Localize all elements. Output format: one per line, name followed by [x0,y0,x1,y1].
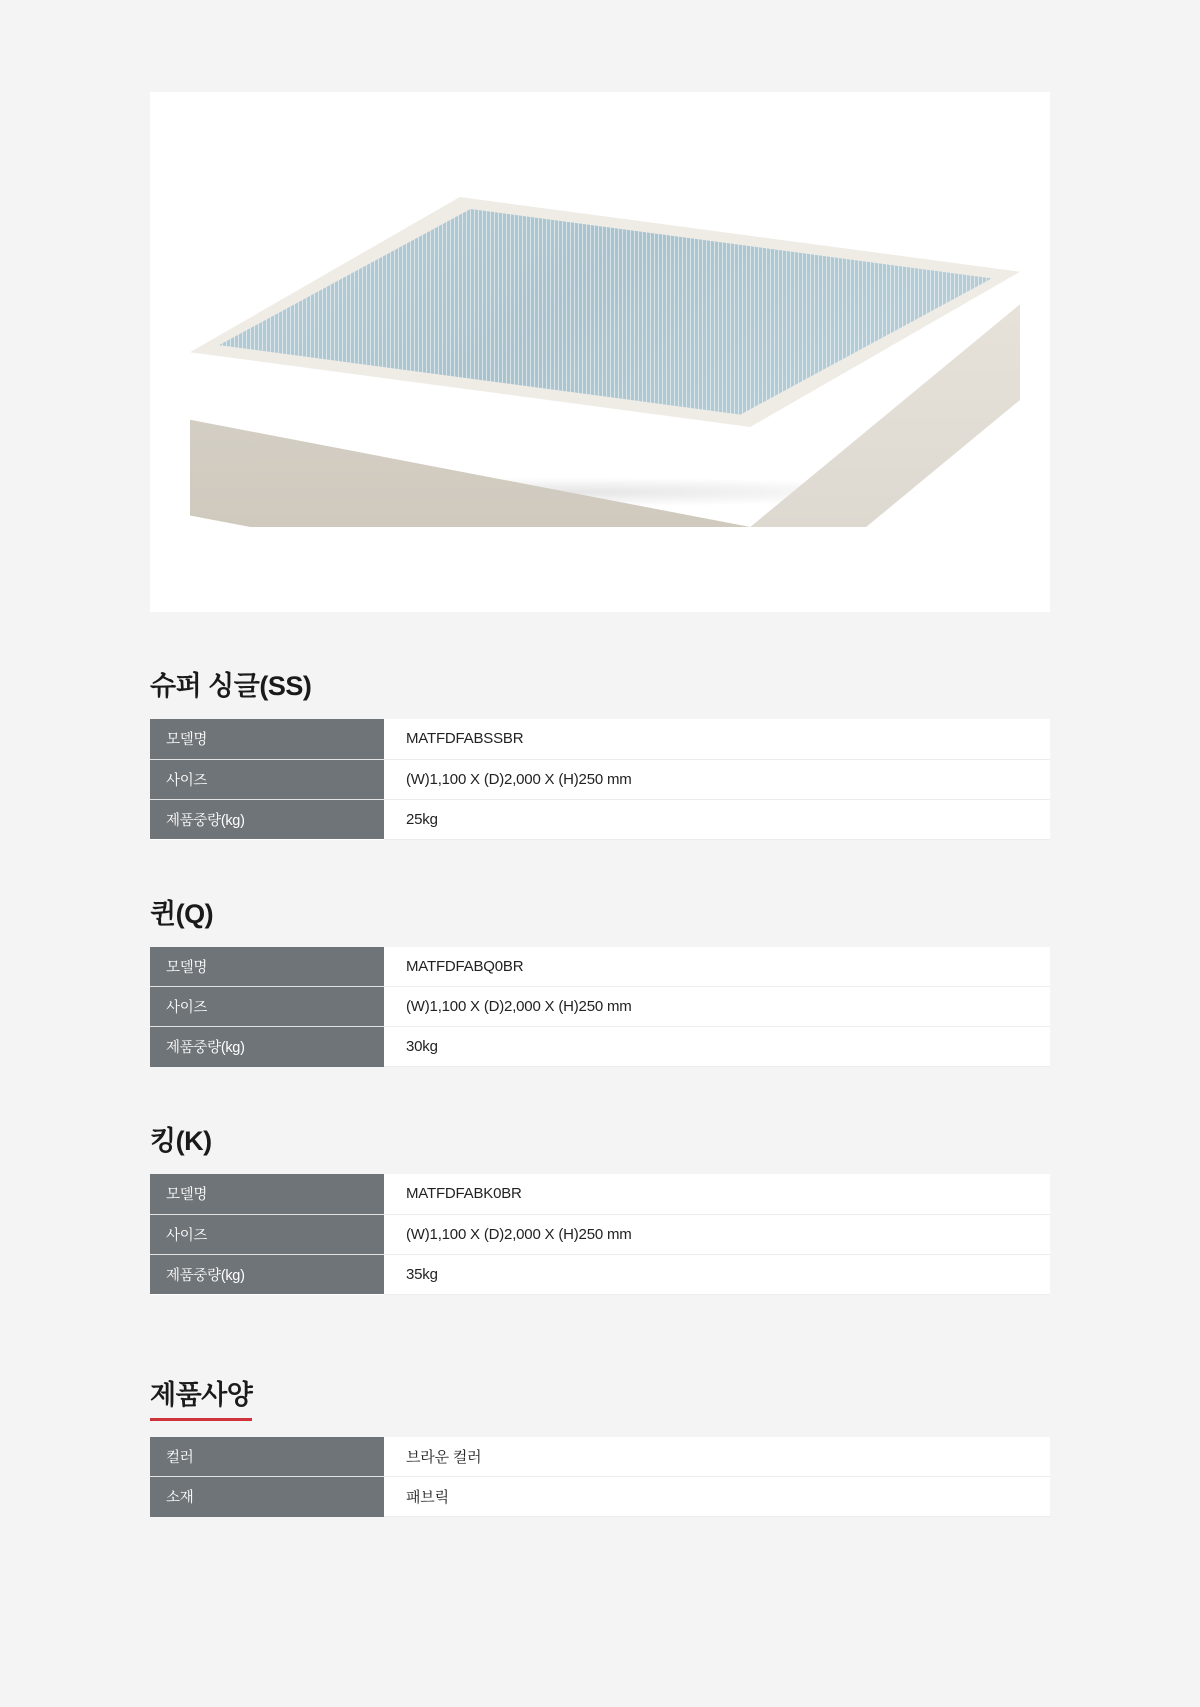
row-label: 모델명 [150,1174,384,1214]
row-value: 브라운 컬러 [384,1437,1050,1477]
size-title-k: 킹(K) [150,1126,212,1156]
table-row [150,1254,1050,1294]
row-label: 제품중량(kg) [150,799,384,839]
row-value: (W)1,100 X (D)2,000 X (H)250 mm [384,1214,1050,1254]
row-label: 모델명 [150,947,384,987]
row-label: 사이즈 [150,759,384,799]
bed-base-illustration [190,197,1020,527]
row-label: 소재 [150,1477,384,1517]
size-title-ss: 슈퍼 싱글(SS) [150,671,312,701]
row-value: (W)1,100 X (D)2,000 X (H)250 mm [384,759,1050,799]
row-value: MATFDFABSSBR [384,719,1050,759]
row-label: 제품중량(kg) [150,1027,384,1067]
table-row [150,1437,1050,1477]
table-row [150,947,1050,987]
table-row [150,719,1050,759]
bottom-spacer [150,1517,1050,1707]
row-value: 35kg [384,1254,1050,1294]
row-value: 30kg [384,1027,1050,1067]
row-value: MATFDFABK0BR [384,1174,1050,1214]
row-value: 패브릭 [384,1477,1050,1517]
table-row [150,1477,1050,1517]
size-title-q: 퀸(Q) [150,898,214,929]
row-value: (W)1,100 X (D)2,000 X (H)250 mm [384,987,1050,1027]
page-title: 제품사양 [150,1373,252,1421]
spec-table-product [150,1437,1050,1518]
table-row [150,799,1050,839]
hero-stage [150,92,1050,612]
bed-fabric-surface [190,197,1020,427]
table-row [150,1174,1050,1214]
row-value: 25kg [384,799,1050,839]
product-hero-image [150,92,1050,612]
row-label: 사이즈 [150,1214,384,1254]
spec-table-q [150,947,1050,1068]
content-column [150,0,1050,1707]
row-label: 제품중량(kg) [150,1254,384,1294]
spec-table-k [150,1174,1050,1295]
table-row [150,1027,1050,1067]
table-row [150,759,1050,799]
row-value: MATFDFABQ0BR [384,947,1050,987]
table-row [150,987,1050,1027]
spec-section-header [150,1295,1050,1421]
table-row [150,1214,1050,1254]
row-label: 컬러 [150,1437,384,1477]
spec-table-ss [150,719,1050,840]
row-label: 모델명 [150,719,384,759]
row-label: 사이즈 [150,987,384,1027]
